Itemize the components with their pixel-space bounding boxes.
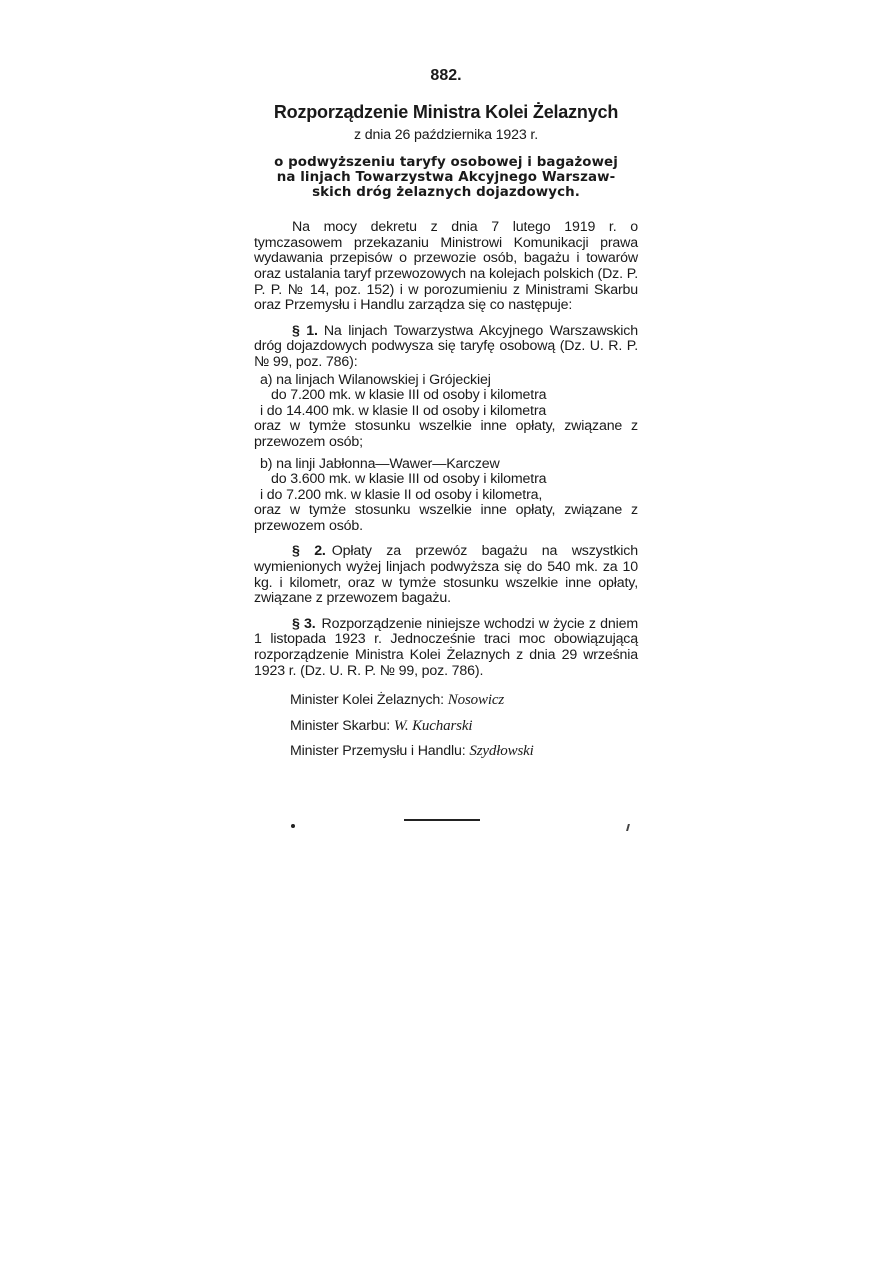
- signature-name: W. Kucharski: [393, 717, 473, 734]
- section-1-text: Na linjach Towarzystwa Akcyjnego Warszawskich dróg dojazdowych podwysza się taryfę osobową (Dz. U. R. P. № 99, poz. 786):: [254, 322, 638, 370]
- page-number: 882.: [430, 67, 462, 84]
- subtitle-line: na linjach Towarzystwa Akcyjnego Warszaw-: [276, 170, 616, 186]
- subtitle-line: skich dróg żelaznych dojazdowych.: [312, 185, 580, 201]
- item-b-tail: oraz w tymże stosunku wszelkie inne opłaty, związane z przewozem osób.: [254, 502, 638, 534]
- section-2-text: Opłaty za przewóz bagażu na wszystkich wymienionych wyżej linjach podwyższa się do 540 mk. za 10 kg. i kilometr, oraz w tymże stosunku wszelkie inne opłaty, związane z przewozem bagażu.: [254, 543, 638, 607]
- item-a-line-2: i do 14.400 mk. w klasie II od osoby i kilometra: [260, 402, 547, 419]
- section-1-item-b: [254, 457, 638, 535]
- document-page: [254, 68, 638, 770]
- signature-2: [254, 719, 638, 735]
- section-3-paragraph: [254, 617, 638, 679]
- section-3-text: Rozporządzenie niniejsze wchodzi w życie z dniem 1 listopada 1923 r. Jednocześnie traci moc obowiązującą rozporządzenie Ministra Kolei Żelaznych z dnia 29 września 1923 r. (Dz. U. R. P. № 99, poz. 786).: [254, 615, 638, 679]
- item-a-line-1: do 7.200 mk. w klasie III od osoby i kilometra: [271, 387, 547, 404]
- item-b-line-1: do 3.600 mk. w klasie III od osoby i kilometra: [271, 471, 547, 488]
- signature-1: [254, 693, 638, 709]
- margin-mark: [626, 824, 630, 831]
- signature-name: Szydłowski: [469, 743, 534, 760]
- preamble-paragraph: Na mocy dekretu z dnia 7 lutego 1919 r. o tymczasowem przekazaniu Ministrowi Komunikacji prawa wydawania przepisów o przewozie osób, bagażu i towarów oraz ustalania taryf przewozowych na kolejach polskich (Dz. P. P. P. № 14, poz. 152) i w porozumieniu z Ministrami Skarbu oraz Przemysłu i Handlu zarządza się co następuje:: [254, 219, 638, 314]
- signature-3: [254, 744, 638, 760]
- item-a-head: a) na linjach Wilanowskiej i Grójeckiej: [260, 371, 491, 388]
- item-b-line-2: i do 7.200 mk. w klasie II od osoby i kilometra,: [260, 486, 543, 503]
- signature-name: Nosowicz: [447, 692, 505, 709]
- signature-role: Minister Przemysłu i Handlu:: [290, 743, 466, 760]
- date-line: z dnia 26 października 1923 r.: [353, 126, 538, 143]
- document-title: Rozporządzenie Ministra Kolei Żelaznych: [273, 101, 619, 122]
- section-1-item-a: [254, 373, 638, 451]
- section-1-label: § 1.: [292, 322, 318, 339]
- signature-role: Minister Kolei Żelaznych:: [290, 692, 444, 709]
- section-2-label: § 2.: [292, 543, 326, 560]
- section-1: [254, 324, 638, 535]
- item-b-head: b) na linji Jabłonna—Wawer—Karczew: [260, 455, 500, 472]
- closing-rule: [404, 819, 480, 821]
- section-3-label: § 3.: [292, 615, 316, 632]
- margin-dot: [291, 824, 295, 828]
- signature-role: Minister Skarbu:: [290, 717, 391, 734]
- item-a-tail: oraz w tymże stosunku wszelkie inne opłaty, związane z przewozem osób;: [254, 418, 638, 450]
- subtitle-line: o podwyższeniu taryfy osobowej i bagażowej: [274, 155, 618, 171]
- document-subtitle: [254, 155, 638, 200]
- section-2-paragraph: [254, 544, 638, 606]
- section-1-paragraph: [254, 324, 638, 371]
